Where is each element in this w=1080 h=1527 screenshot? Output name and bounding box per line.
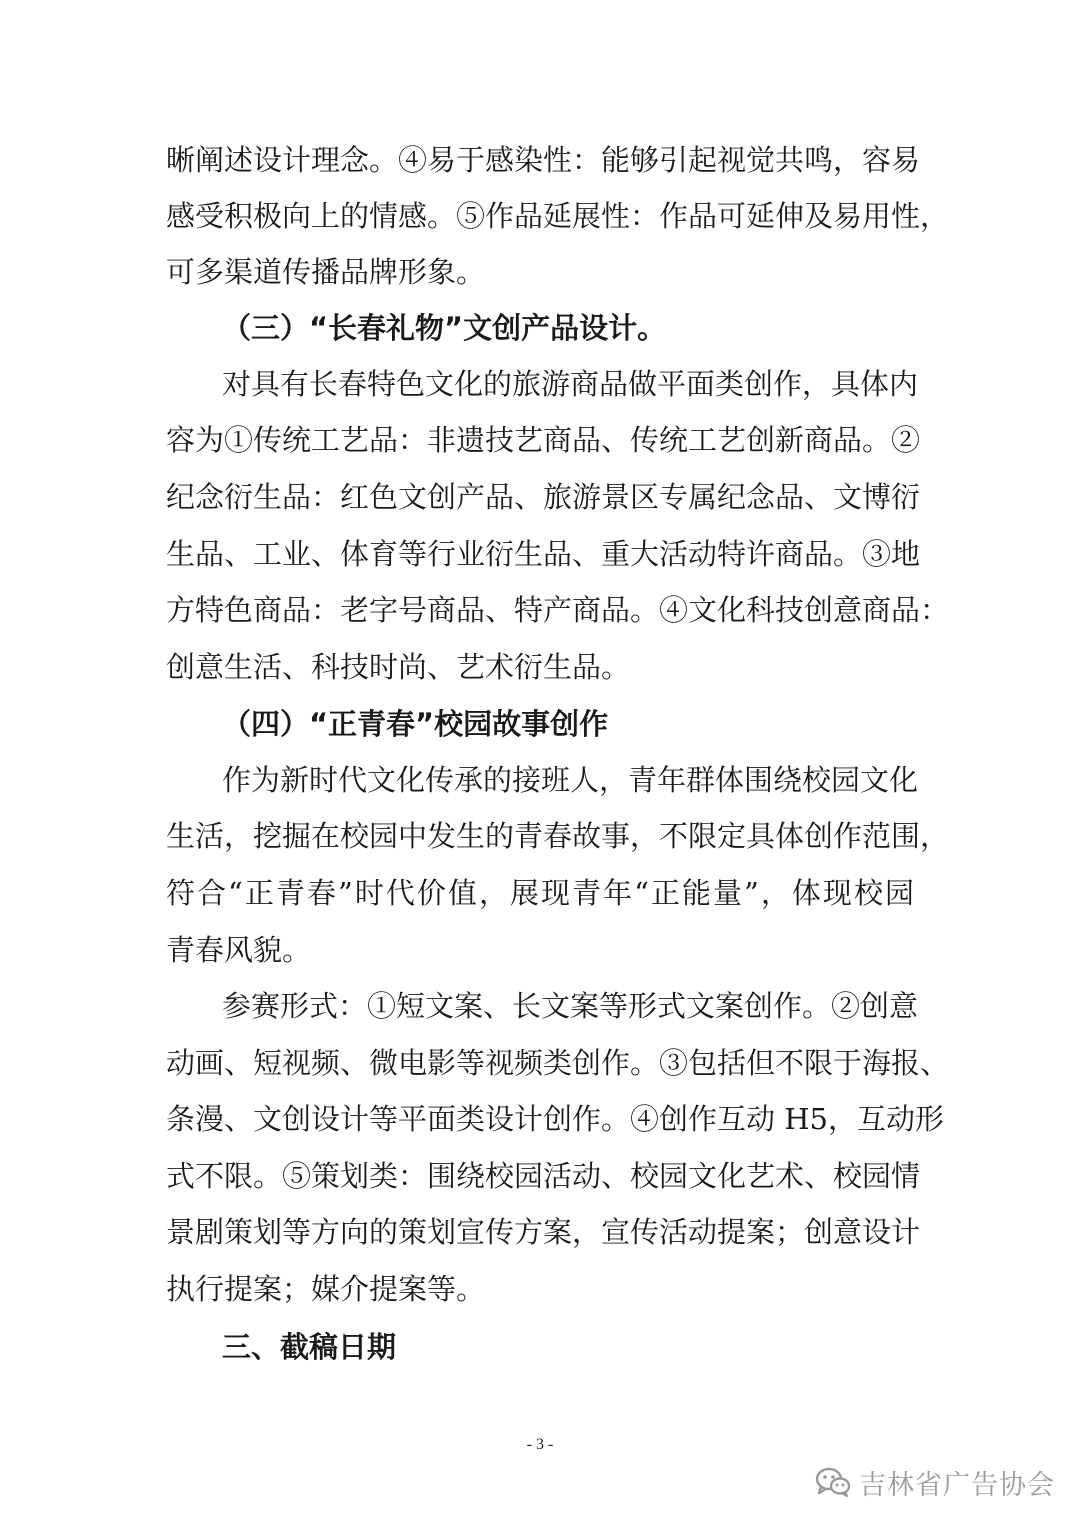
body-line: 作为新时代文化传承的接班人，青年群体围绕校园文化 [222, 763, 919, 797]
section-heading: 三、截稿日期 [222, 1330, 397, 1364]
body-line: 青春风貌。 [166, 933, 312, 967]
watermark-text: 吉林省广告协会 [859, 1469, 1055, 1501]
body-line: 容为①传统工艺品：非遗技艺商品、传统工艺创新商品。② [166, 423, 921, 457]
body-line: 生活，挖掘在校园中发生的青春故事，不限定具体创作范围， [166, 819, 950, 853]
body-line: 式不限。⑤策划类：围绕校园活动、校园文化艺术、校园情 [166, 1159, 921, 1193]
subheading-three: （三）“长春礼物”文创产品设计。 [222, 311, 667, 345]
body-line: 对具有长春特色文化的旅游商品做平面类创作，具体内 [222, 367, 919, 401]
body-line: 晰阐述设计理念。④易于感染性：能够引起视觉共鸣，容易 [166, 143, 921, 177]
body-line: 可多渠道传播品牌形象。 [166, 255, 486, 289]
body-line: 条漫、文创设计等平面类设计创作。④创作互动 H5，互动形 [166, 1102, 944, 1136]
body-line: 景剧策划等方向的策划宣传方案，宣传活动提案；创意设计 [166, 1215, 921, 1249]
body-line: 感受积极向上的情感。⑤作品延展性：作品可延伸及易用性， [166, 199, 950, 233]
subheading-four: （四）“正青春”校园故事创作 [222, 707, 609, 741]
page-number: - 3 - [526, 1436, 554, 1453]
account-watermark [815, 1460, 1055, 1504]
body-line: 纪念衍生品：红色文创产品、旅游景区专属纪念品、文博衍 [166, 480, 921, 514]
body-line: 参赛形式：①短文案、长文案等形式文案创作。②创意 [222, 989, 919, 1023]
body-line: 生品、工业、体育等行业衍生品、重大活动特许商品。③地 [166, 537, 921, 571]
body-line: 动画、短视频、微电影等视频类创作。③包括但不限于海报、 [166, 1046, 950, 1080]
wechat-icon [815, 1466, 851, 1498]
body-line: 创意生活、科技时尚、艺术衍生品。 [166, 650, 631, 684]
body-line: 方特色商品：老字号商品、特产商品。④文化科技创意商品： [166, 593, 950, 627]
body-line: 执行提案；媒介提案等。 [166, 1272, 486, 1306]
body-line: 符合“正青春”时代价值，展现青年“正能量”，体现校园 [166, 876, 914, 910]
